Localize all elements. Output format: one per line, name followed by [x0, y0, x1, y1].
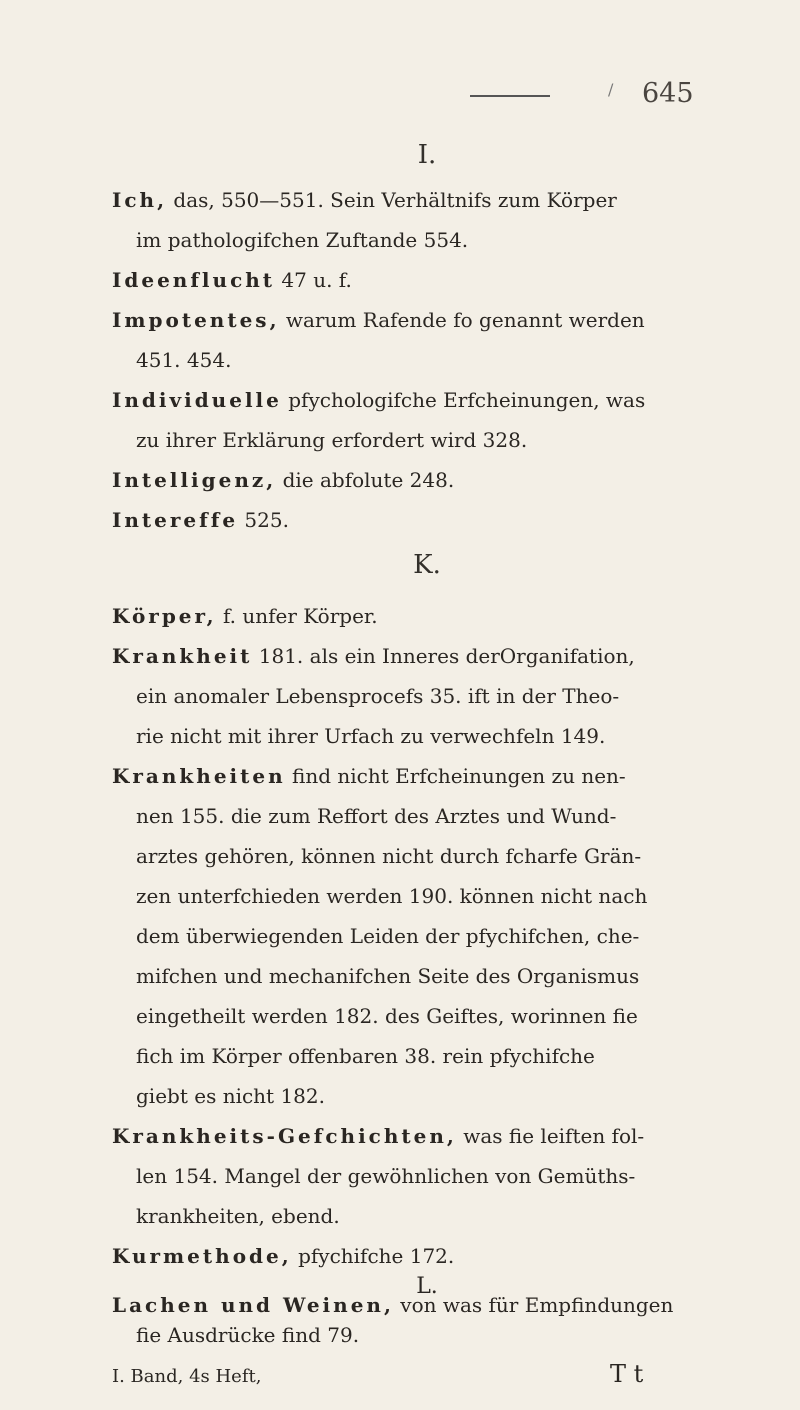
page-number: 645	[642, 78, 694, 109]
entry-text: 181. als ein Inneres derOrganifation,	[258, 644, 635, 668]
section-letter-l: L.	[416, 1274, 438, 1299]
index-entry	[112, 596, 742, 636]
entry-term: Ideenflucht	[112, 268, 276, 292]
entry-text: warum Rafende fo genannt werden	[285, 308, 645, 332]
sheet-mark: T t	[610, 1360, 644, 1388]
index-entry	[112, 1290, 742, 1350]
entry-continuation: zu ihrer Erklärung erfordert wird 328.	[136, 428, 528, 452]
entry-text: 525.	[244, 508, 289, 532]
entry-text: die abfolute 248.	[282, 468, 455, 492]
entry-term: Lachen und Weinen,	[112, 1293, 394, 1317]
section-letter-i: I.	[417, 140, 437, 170]
entry-text: pfychologifche Erfcheinungen, was	[288, 388, 646, 412]
entry-text: f. unfer Körper.	[222, 604, 378, 628]
index-entry	[112, 300, 742, 380]
index-entry	[112, 180, 742, 260]
index-entry	[112, 460, 742, 500]
index-entry	[112, 500, 742, 540]
entry-term: Körper,	[112, 604, 217, 628]
entry-continuation: ein anomaler Lebensprocefs 35. ift in der Theo- rie nicht mit ihrer Urfach zu verwechfeln 149.	[136, 684, 620, 748]
entry-term: Intereffe	[112, 508, 239, 532]
entry-text: 47 u. f.	[281, 268, 352, 292]
entry-term: Impotentes,	[112, 308, 280, 332]
decorative-rule	[470, 95, 550, 97]
entry-continuation: len 154. Mangel der gewöhnlichen von Gemüths- krankheiten, ebend.	[136, 1164, 636, 1228]
entry-continuation: nen 155. die zum Reffort des Arztes und Wund- arztes gehören, können nicht durch fcharfe Grän- zen unterfchieden werden 190. können nicht nach dem überwiegenden Leiden der pfychifchen, che- mifchen und mechanifchen Seite des Organismus eingetheilt werden 182. des Geiftes, worinnen fie fich im Körper offenbaren 38. rein pfychifche giebt es nicht 182.	[136, 804, 648, 1108]
entry-term: Krankheiten	[112, 764, 286, 788]
entry-text: pfychifche 172.	[298, 1244, 455, 1268]
entry-term: Intelligenz,	[112, 468, 277, 492]
index-entry	[112, 1236, 742, 1276]
entry-continuation: 451. 454.	[136, 348, 232, 372]
index-entry	[112, 1116, 742, 1236]
entry-term: Kurmethode,	[112, 1244, 292, 1268]
index-entry	[112, 380, 742, 460]
index-entry	[112, 756, 742, 1116]
decorative-tick: /	[608, 80, 614, 99]
entry-text: find nicht Erfcheinungen zu nen-	[292, 764, 626, 788]
section-letter-k: K.	[413, 550, 441, 580]
signature-mark: I. Band, 4s Heft,	[112, 1366, 262, 1387]
entry-text: das, 550—551. Sein Verhältnifs zum Körper	[173, 188, 617, 212]
entry-term: Individuelle	[112, 388, 282, 412]
entry-text: von was für Empfindungen	[400, 1293, 674, 1317]
entry-term: Krankheits-Gefchichten,	[112, 1124, 457, 1148]
entry-term: Krankheit	[112, 644, 253, 668]
index-entry	[112, 260, 742, 300]
entry-continuation: im pathologifchen Zuftande 554.	[136, 228, 469, 252]
index-entry	[112, 636, 742, 756]
entry-continuation: fie Ausdrücke find 79.	[136, 1323, 360, 1347]
entry-text: was fie leiften fol-	[463, 1124, 645, 1148]
entry-term: Ich,	[112, 188, 168, 212]
